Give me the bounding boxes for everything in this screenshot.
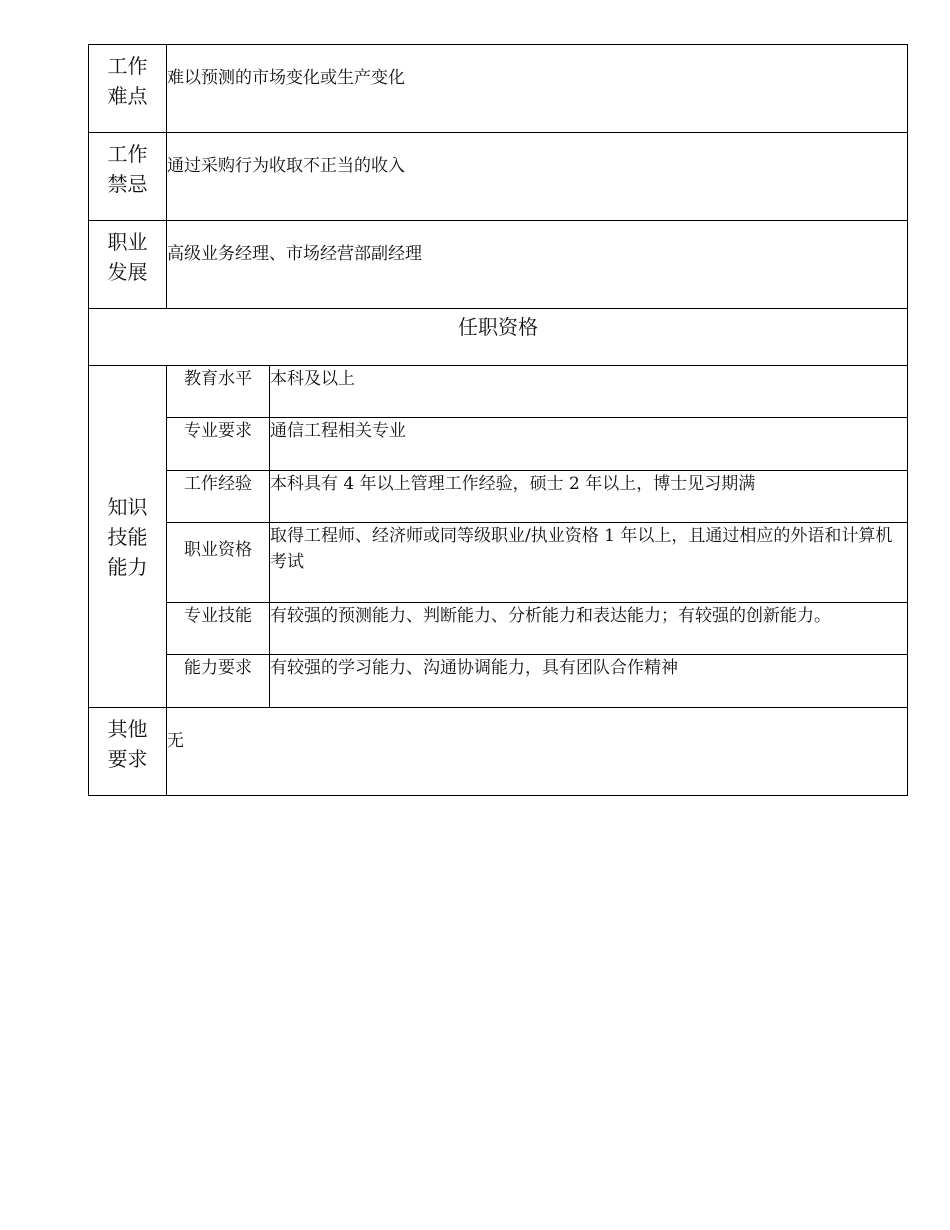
sub-label-qualification: 职业资格 xyxy=(167,523,270,603)
label-line: 禁忌 xyxy=(107,172,148,196)
label-line: 能力 xyxy=(107,554,148,579)
label-line: 难点 xyxy=(107,84,148,108)
label-line: 其他 xyxy=(107,717,148,741)
sub-label-professional-skills: 专业技能 xyxy=(167,603,270,655)
value-career-development: 高级业务经理、市场经营部副经理 xyxy=(167,221,908,309)
label-other-requirements xyxy=(89,708,167,796)
knowledge-row-major xyxy=(89,418,908,471)
knowledge-row-education xyxy=(89,366,908,418)
row-work-prohibition xyxy=(89,133,908,221)
value-work-difficulty: 难以预测的市场变化或生产变化 xyxy=(167,45,908,133)
value-other-requirements: 无 xyxy=(167,708,908,796)
sub-value-major: 通信工程相关专业 xyxy=(270,418,908,471)
label-work-prohibition xyxy=(89,133,167,221)
sub-label-major: 专业要求 xyxy=(167,418,270,471)
sub-value-experience: 本科具有 4 年以上管理工作经验，硕士 2 年以上，博士见习期满 xyxy=(270,471,908,523)
sub-value-education: 本科及以上 xyxy=(270,366,908,418)
row-section-title xyxy=(89,309,908,366)
label-knowledge-skills xyxy=(89,366,167,708)
label-line: 技能 xyxy=(107,524,148,549)
label-line: 发展 xyxy=(107,260,148,284)
sub-label-education: 教育水平 xyxy=(167,366,270,418)
row-career-development xyxy=(89,221,908,309)
section-title: 任职资格 xyxy=(89,309,908,366)
label-line: 要求 xyxy=(107,747,148,771)
label-line: 职业 xyxy=(107,230,148,254)
sub-label-experience: 工作经验 xyxy=(167,471,270,523)
label-line: 工作 xyxy=(107,142,148,166)
knowledge-row-qualification xyxy=(89,523,908,603)
job-description-table xyxy=(88,44,908,796)
knowledge-row-professional-skills xyxy=(89,603,908,655)
sub-value-professional-skills: 有较强的预测能力、判断能力、分析能力和表达能力；有较强的创新能力。 xyxy=(270,603,908,655)
row-work-difficulty xyxy=(89,45,908,133)
sub-value-ability: 有较强的学习能力、沟通协调能力，具有团队合作精神 xyxy=(270,655,908,708)
sub-label-ability: 能力要求 xyxy=(167,655,270,708)
knowledge-row-ability xyxy=(89,655,908,708)
label-line: 知识 xyxy=(107,494,148,519)
label-line: 工作 xyxy=(107,54,148,78)
label-career-development xyxy=(89,221,167,309)
sub-value-qualification: 取得工程师、经济师或同等级职业/执业资格 1 年以上，且通过相应的外语和计算机考试 xyxy=(270,523,908,603)
value-work-prohibition: 通过采购行为收取不正当的收入 xyxy=(167,133,908,221)
knowledge-row-experience xyxy=(89,471,908,523)
label-work-difficulty xyxy=(89,45,167,133)
row-other-requirements xyxy=(89,708,908,796)
